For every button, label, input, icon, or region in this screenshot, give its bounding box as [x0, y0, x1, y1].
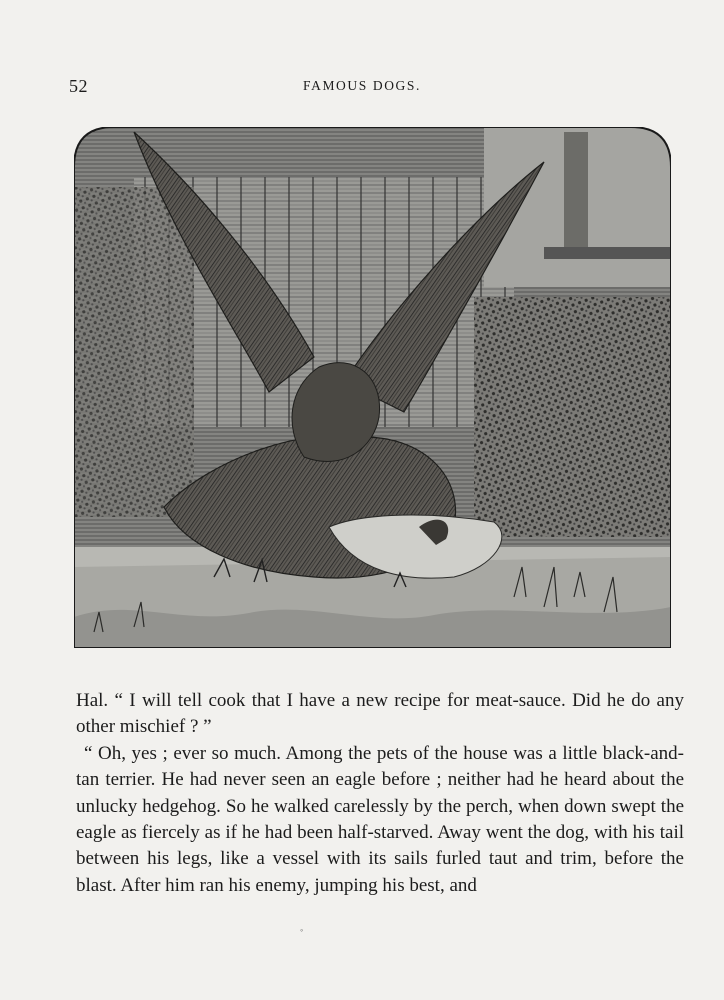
paragraph: “ Oh, yes ; ever so much. Among the pets of the house was a little black-and-tan terrier. He had never seen an eagle before ; neither had he heard about the unlucky hedgehog. So he walked carelessly by the perch, when down swept the eagle as fiercely as if he had been half-starved. Away went the dog, with his tail between his legs, like a vessel with its sails furled taut and trim, before the blast. After him ran his enemy, jumping his best, and	[76, 742, 684, 896]
paragraph: Hal. “ I will tell cook that I have a new recipe for meat-sauce. Did he do any other mischief ? ”	[76, 690, 684, 738]
footer-ornament: ◦	[300, 925, 304, 935]
page-number: 52	[69, 76, 88, 96]
running-title: FAMOUS DOGS.	[303, 78, 421, 93]
body-text	[76, 688, 684, 899]
eagle-engraving-illustration	[74, 127, 671, 648]
